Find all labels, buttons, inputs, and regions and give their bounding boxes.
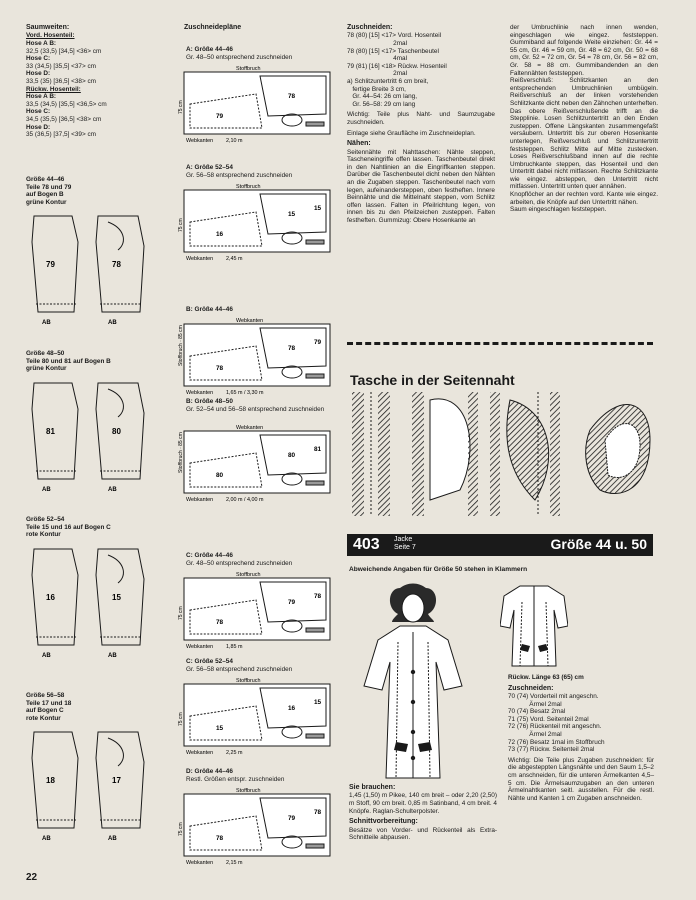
piece-number: 16: [288, 704, 296, 712]
cutting-plan-title: C: Größe 44–46: [186, 552, 233, 559]
zuschneiden-line: 79 (81) [16] <18> Rückw. Hosenteil: [347, 62, 447, 70]
brauchen-title: Sie brauchen:: [349, 784, 396, 791]
interfacing-strip: [306, 374, 324, 378]
cutting-plan-diagram: [176, 64, 332, 148]
back-trouser-piece: [32, 549, 78, 645]
zuschneiden-list: [347, 32, 495, 108]
zuschneiden-line: Gr. 44–54: 26 cm lang,: [347, 93, 417, 101]
cutting-plan-title: D: Größe 44–46: [186, 768, 233, 775]
saumweiten-line: Vord. Hosenteil:: [26, 32, 75, 40]
pocket-step-4-illustration: [586, 405, 650, 494]
jacket-wichtig: Wichtig: Die Teile plus Zugaben zuschneiden: für die abgesteppten Längsnähte und den Saum 1,5–2 cm anschneiden, für die unteren Ärmelkanten 4,5–5 cm. Die Ärmelsaumzugaben an den unteren Ärmelnahtkanten seitl. ausstellen. Für die restl. Nähte und Kanten 1 cm Zugaben anschneiden.: [508, 756, 654, 802]
zuschneiden-title: Zuschneiden:: [347, 24, 393, 31]
interfacing-strip: [306, 844, 324, 848]
cutting-plan-title: A: Größe 52–54: [186, 164, 233, 171]
back-trouser-piece: [32, 216, 78, 312]
cutting-plan-diagram: [176, 182, 332, 266]
fabric-length-label: 2,15 m: [226, 859, 243, 866]
trouser-group-label: grüne Kontur: [26, 365, 67, 373]
cutting-plan-title: B: Größe 44–46: [186, 306, 233, 313]
jacket-cut-info: [508, 674, 654, 802]
saumweiten-line: Hose D:: [26, 70, 51, 78]
fold-label: Webkanten: [236, 318, 264, 324]
zuschneiden-line: fertige Breite 3 cm,: [347, 85, 406, 93]
saumweiten-line: 35 (36,5) [37,5] <39> cm: [26, 131, 96, 139]
pocket-step-3-illustration: [490, 392, 560, 516]
trouser-group-label: Teile 80 und 81 auf Bogen B: [26, 357, 111, 365]
cutting-plan-header: [186, 46, 346, 61]
jacket-zuschneiden-line: Ärmel 2mal: [508, 730, 562, 738]
trouser-group: [26, 176, 176, 206]
zuschneiden-line: 78 (80) [15] <17> Taschenbeutel: [347, 47, 439, 55]
selvage-label: Webkanten: [186, 497, 214, 504]
piece-number: 15: [288, 210, 296, 218]
zuschneiden-line: 2mal: [347, 70, 408, 78]
piece-number: 79: [288, 814, 296, 822]
piece-number: 78: [314, 592, 322, 600]
selvage-label: Webkanten: [186, 859, 214, 866]
trouser-group-label: rote Kontur: [26, 531, 61, 539]
trouser-group-label: grüne Kontur: [26, 198, 67, 206]
trouser-group-label: Größe 56–58: [26, 692, 65, 699]
fabric-length-label: 2,25 m: [226, 749, 243, 756]
interfacing-strip: [306, 481, 324, 485]
saumweiten-line: Hose A B:: [26, 93, 57, 101]
pocket-line: [108, 222, 123, 250]
fabric-length-label: 2,10 m: [226, 137, 243, 144]
gummizug-text: der Umbruchlinie nach innen wenden, eingeschlagen wie eingez. feststeppen. Gummiband auf folgende Weite einziehen: Gr. 44 = 55 cm, Gr. 46 = 59 cm, Gr. 48 = 62 cm, Gr. 50 = 68 cm, Gr. 52 = 72 cm, Gr. 54 = 78 cm, Gr. 56 = 82 cm, Gr. 58 = 88 cm. Gummibandenden an den Faltennähten feststeppen.: [510, 24, 658, 77]
fold-label: Stoffbruch: [236, 787, 261, 794]
fabric-width-label: 75 cm: [178, 99, 184, 114]
cutting-plan-note: Gr. 48–50 entsprechend zuschneiden: [186, 559, 293, 567]
column-instructions-continued: [510, 24, 658, 214]
brauchen-text: 1,45 (1,50) m Pikee, 140 cm breit – oder 2,20 (2,50) m Stoff, 90 cm breit. 0,85 m Satinband, 4 cm breit. 4 Knöpfe. Raglan-Schulterpolster.: [349, 792, 497, 815]
piece-number: 81: [46, 426, 55, 436]
back-trouser-piece: [32, 383, 78, 479]
trouser-pieces-figure: [28, 379, 158, 494]
selvage-label: Webkanten: [186, 255, 214, 262]
cutting-plan-note: Gr. 52–54 und 56–58 entsprechend zuschneiden: [186, 405, 325, 413]
trouser-pieces-figure: [28, 545, 158, 660]
wichtig-text: Wichtig: Teile plus Naht- und Saumzugabe zuschneiden.: [347, 111, 495, 126]
saumweiten-line: Rückw. Hosenteil:: [26, 85, 81, 93]
jacket-zuschneiden-line: 71 (75) Vord. Seitenteil 2mal: [508, 715, 589, 723]
interfacing-strip: [306, 628, 324, 632]
piece-number: 78: [216, 618, 224, 626]
cutting-plan-diagram: [176, 423, 332, 507]
cutting-plan-note: Gr. 48–50 entsprechend zuschneiden: [186, 53, 293, 61]
piece-number: 78: [216, 834, 224, 842]
fabric-width-label: 75 cm: [178, 217, 184, 232]
back-trouser-piece: [32, 732, 78, 828]
trouser-pieces-figure: [28, 728, 158, 843]
pocket-section-title: Tasche in der Seitennaht: [350, 372, 515, 388]
selvage-label: Webkanten: [186, 137, 214, 144]
piece-number: 79: [46, 260, 55, 270]
einlage-text: Einlage siehe Graufläche im Zuschneideplan.: [347, 129, 476, 137]
interfacing-strip: [306, 240, 324, 244]
piece-number: 15: [216, 724, 224, 732]
cutting-plans-title: Zuschneidepläne: [184, 24, 242, 31]
jacket-zuschneiden-line: Ärmel 2mal: [508, 700, 562, 708]
hem-label: AB: [42, 652, 51, 659]
fold-label: Stoffbruch: [236, 677, 261, 684]
saumweiten-line: 33,5 (35) [36,5] <38> cm: [26, 77, 96, 85]
piece-number: 16: [216, 230, 224, 238]
cutting-plan-diagram: [176, 570, 332, 654]
selvage-label: Webkanten: [186, 643, 214, 650]
fabric-length-label: 2,00 m / 4,00 m: [226, 497, 264, 504]
piece-number: 78: [288, 345, 296, 352]
fabric-length-label: 1,85 m: [226, 643, 243, 650]
saumweiten-line: Hose D:: [26, 123, 51, 131]
piece-number: 16: [46, 592, 55, 602]
jacket-zuschneiden-line: 73 (77) Rückw. Seitenteil 2mal: [508, 746, 595, 754]
cutting-plan-diagram: [176, 786, 332, 870]
saumweiten-line: Hose C:: [26, 55, 51, 63]
cutting-plan-diagram: [176, 316, 332, 400]
fabric-width-label: 75 cm: [178, 711, 184, 726]
piece-number: 78: [112, 260, 121, 270]
hem-label: AB: [108, 486, 117, 493]
trouser-group-label: Größe 52–54: [26, 516, 65, 523]
piece-number: 80: [112, 426, 121, 436]
trouser-group: [26, 350, 176, 373]
trouser-group-label: auf Bogen B: [26, 191, 64, 199]
pocket-line: [108, 555, 123, 583]
cutting-plan-note: Gr. 56–58 entsprechend zuschneiden: [186, 171, 293, 179]
banner-subtitle: Jacke Seite 7: [394, 536, 416, 551]
selvage-label: Webkanten: [186, 390, 214, 396]
reissverschluss-text: Reißverschluß: Schlitzkanten an den entsprechenden Umbruchlinien umbügeln. Reißverschluß an der linken vorstehenden Schlitzkante dicht neben den Zähnchen unterheften. Das obere Reißverschlußende trifft an die Stepplinie. Losen Schlitzuntertritt an den Enden zusteppen. Offene Längskanten zusammengefaßt versäubern. Untertritt bis zur oberen Hosenkante unterlegen, Reißverschluß und Schlitzuntertritt feststeppen. Schlitz Mitte auf Mitte zustecken. Loses Reißverschlußband innen auf die rechte Umbruchkante steppen, das Hosenteil und den Untertritt dabei nicht mitfassen. Rechte Schlitzkante wie eingez. absteppen, den Untertritt nicht mitfassen. Untertritt unten quer annähen.: [510, 77, 658, 191]
hem-label: AB: [108, 320, 117, 327]
trouser-group-label: Teile 78 und 79: [26, 183, 72, 191]
cutting-plan-header: [186, 768, 346, 783]
piece-number: 78: [216, 365, 224, 372]
fabric-width-label: Stoffbruch · 85 cm: [178, 432, 184, 474]
piece-number: 81: [314, 446, 322, 454]
trouser-group: [26, 516, 176, 539]
saumweiten-line: 33,5 (34,5) [35,5] <36,5> cm: [26, 100, 107, 108]
jacket-zuschneiden-line: 70 (74) Besatz 2mal: [508, 708, 566, 716]
trouser-group-label: Teile 15 und 16 auf Bogen C: [26, 523, 111, 531]
hem-label: AB: [42, 320, 51, 327]
jacket-zuschneiden-list: [508, 693, 654, 754]
jacket-materials: [349, 784, 497, 842]
pocket-illustrations: [350, 390, 655, 520]
piece-number: 15: [112, 592, 121, 602]
saumweiten-line: Hose C:: [26, 108, 51, 116]
fabric-length-label: 1,65 m / 3,30 m: [226, 390, 264, 396]
cutting-plan-header: [186, 164, 346, 179]
piece-number: 79: [314, 339, 322, 346]
saum-text: Saum eingeschlagen feststeppen.: [510, 206, 607, 214]
zuschneiden-line: 2mal: [347, 40, 408, 47]
saumweiten-line: 34,5 (35,5) [36,5] <38> cm: [26, 115, 102, 123]
hem-label: AB: [108, 836, 117, 843]
piece-number: 78: [314, 808, 322, 816]
piece-number: 79: [288, 598, 296, 606]
piece-number: 80: [288, 452, 296, 460]
trouser-group: [26, 692, 176, 722]
trouser-group-label: Größe 48–50: [26, 350, 65, 357]
trouser-group-label: auf Bogen C: [26, 707, 64, 715]
page-number: 22: [26, 872, 38, 883]
cutting-plan-note: Restl. Größen entspr. zuschneiden: [186, 775, 285, 783]
piece-number: 80: [216, 472, 224, 480]
piece-number: 79: [216, 112, 224, 120]
naehen-title: Nähen:: [347, 140, 371, 148]
piece-number: 15: [314, 204, 322, 212]
jacket-banner: [347, 534, 653, 556]
schnitt-text: Besätze von Vorder- und Rückenteil als Extra-Schnitteile abpausen.: [349, 826, 497, 842]
saumweiten-line: Hose A B:: [26, 40, 57, 47]
cutting-plan-diagram: [176, 676, 332, 760]
interfacing-strip: [306, 734, 324, 738]
column-cutting-plans: [184, 24, 344, 32]
piece-number: 18: [46, 776, 55, 786]
saumweiten-list: [26, 32, 176, 138]
zuschneiden-line: 4mal: [347, 55, 408, 63]
jacket-length: Rückw. Länge 63 (65) cm: [508, 674, 584, 681]
jacket-back-illustration: [500, 582, 568, 670]
knopfloecher-text: Knopflöcher an der rechten vord. Kante wie eingez. arbeiten, die Knöpfe auf den Untertritt nähen.: [510, 191, 658, 206]
pocket-line: [108, 738, 123, 766]
column-trouser-pieces: [26, 24, 176, 139]
saumweiten-line: 33 (34,5) [35,5] <37> cm: [26, 62, 96, 70]
banner-size: Größe 44 u. 50: [550, 536, 647, 552]
column-instructions: [347, 24, 495, 224]
pocket-step-1-illustration: [352, 392, 390, 516]
fold-label: Webkanten: [236, 425, 264, 432]
size-note: Abweichende Angaben für Größe 50 stehen in Klammern: [349, 566, 528, 573]
zuschneiden-line: Gr. 56–58: 29 cm lang: [347, 100, 416, 108]
fold-label: Stoffbruch: [236, 65, 261, 72]
piece-number: 17: [112, 776, 121, 786]
naehen-text: Seitennähte mit Nahttaschen: Nähte steppen, Tascheneingriffe offen lassen. Taschenbeutel direkt in den Nahtlinien an die Eingriffkanten steppen. Darüber die Taschenbeutel dicht neben den Nähten an die Zugaben steppen. Taschenbeutel nach vorn legen, aufeinandersteppen, oben festheften. Innere Beinnähte und die Mittelnaht steppen, vorn Schlitz offen lassen. Falten in Pfeilrichtung legen, von innen bis zu den Pfeilzeichen zusteppen. Falten festheften. Gummizug: Obere Hosenkante an: [347, 148, 495, 224]
zuschneiden-line: a) Schlitzuntertritt 6 cm breit,: [347, 77, 429, 85]
fabric-width-label: 75 cm: [178, 821, 184, 836]
piece-number: 15: [314, 698, 322, 706]
jacket-zuschneiden-title: Zuschneiden:: [508, 684, 554, 692]
trouser-group-label: rote Kontur: [26, 714, 61, 722]
pocket-line: [108, 389, 123, 417]
jacket-front-illustration: [358, 582, 468, 782]
cutting-plan-header: [186, 658, 346, 673]
hem-label: AB: [108, 652, 117, 659]
cutting-plan-title: B: Größe 48–50: [186, 398, 233, 405]
hem-label: AB: [42, 486, 51, 493]
jacket-zuschneiden-line: 70 (74) Vorderteil mit angeschn.: [508, 693, 599, 700]
trouser-group-label: Teile 17 und 18: [26, 699, 72, 707]
selvage-label: Webkanten: [186, 749, 214, 756]
cutting-plan-title: A: Größe 44–46: [186, 46, 233, 53]
cutting-plan-title: C: Größe 52–54: [186, 658, 233, 665]
fabric-width-label: 75 cm: [178, 605, 184, 620]
pocket-step-2-illustration: [412, 392, 478, 516]
schnitt-title: Schnittvorbereitung:: [349, 818, 418, 826]
piece-number: 78: [288, 92, 296, 100]
fabric-width-label: Stoffbruch · 85 cm: [178, 325, 184, 366]
saumweiten-title: Saumweiten:: [26, 24, 70, 31]
zuschneiden-line: 78 (80) [15] <17> Vord. Hosenteil: [347, 32, 442, 40]
interfacing-strip: [306, 122, 324, 126]
cutting-plan-header: [186, 306, 346, 314]
fold-label: Stoffbruch: [236, 183, 261, 190]
hem-label: AB: [42, 836, 51, 843]
cutting-plan-note: Gr. 56–58 entsprechend zuschneiden: [186, 665, 293, 673]
cutting-plan-header: [186, 398, 346, 413]
fold-label: Stoffbruch: [236, 571, 261, 578]
trouser-pieces-figure: [28, 212, 158, 327]
fabric-length-label: 2,45 m: [226, 255, 243, 262]
cutting-plan-header: [186, 552, 346, 567]
trouser-group-label: Größe 44–46: [26, 176, 65, 183]
pattern-number: 403: [353, 536, 380, 553]
jacket-zuschneiden-line: 72 (76) Rückenteil mit angeschn.: [508, 723, 602, 731]
saumweiten-line: 32,5 (33,5) [34,5] <36> cm: [26, 47, 102, 55]
section-divider: [347, 342, 653, 345]
jacket-zuschneiden-line: 72 (76) Besatz 1mal im Stoffbruch: [508, 738, 605, 746]
